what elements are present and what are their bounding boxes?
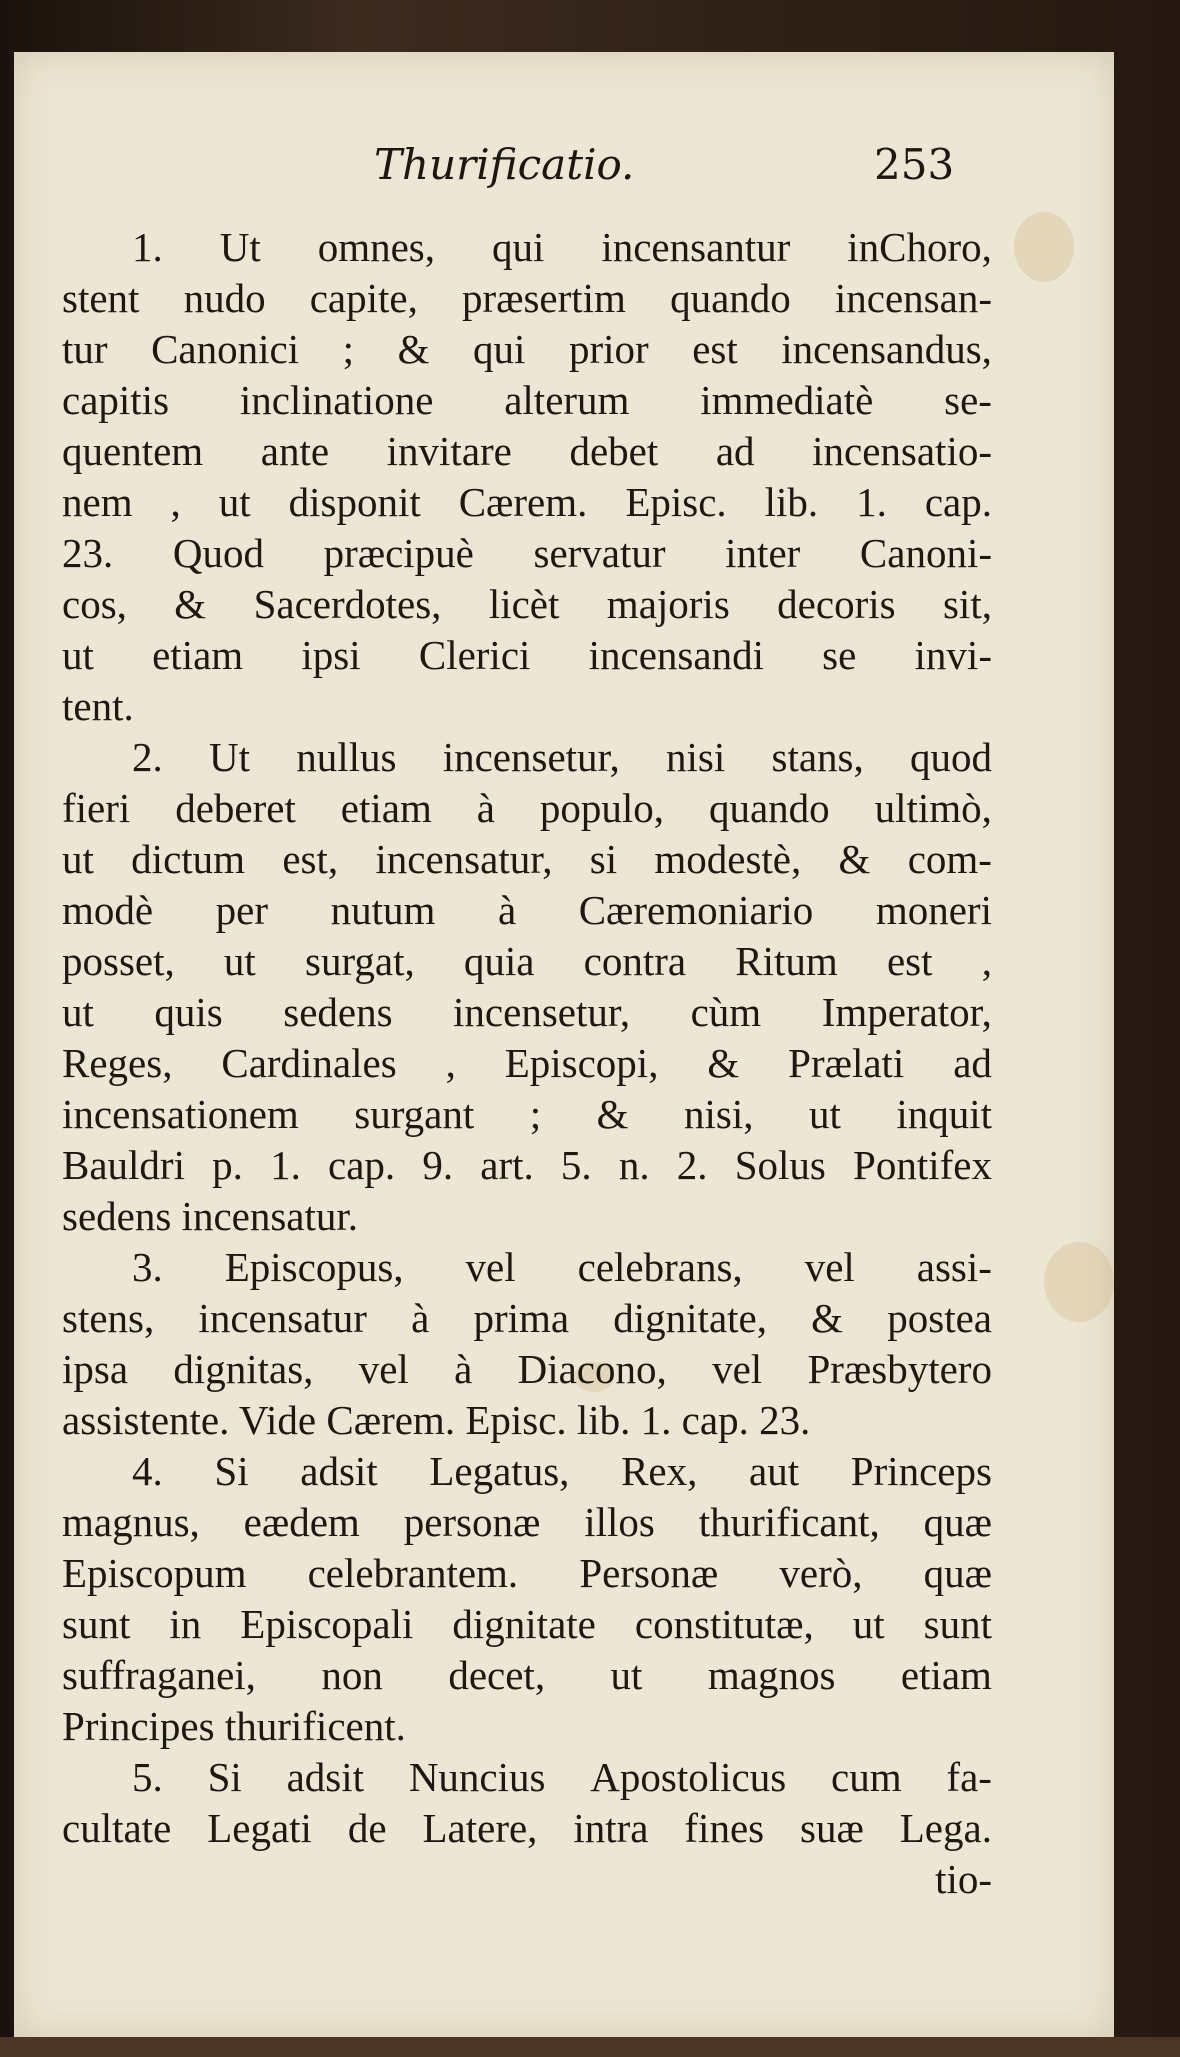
- text-line: cultate Legati de Latere, intra fines suæ Lega.: [62, 1805, 992, 1851]
- text-line: tent.: [62, 683, 134, 729]
- text-line: fieri deberet etiam à populo, quando ultimò,: [62, 785, 992, 831]
- text-line: Reges, Cardinales , Episcopi, & Prælati ad: [62, 1040, 992, 1086]
- text-line: magnus, eædem personæ illos thurificant, quæ: [62, 1499, 992, 1545]
- text-line: incensationem surgant ; & nisi, ut inquit: [62, 1091, 992, 1137]
- text-line: 23. Quod præcipuè servatur inter Canoni-: [62, 530, 992, 576]
- text-line: ipsa dignitas, vel à Diacono, vel Præsbytero: [62, 1346, 992, 1392]
- book-page: [14, 52, 1114, 2037]
- text-line: Principes thurificent.: [62, 1703, 406, 1749]
- paper-stain: [1014, 212, 1074, 282]
- text-line: Bauldri p. 1. cap. 9. art. 5. n. 2. Solus Pontifex: [62, 1142, 992, 1188]
- text-line: posset, ut surgat, quia contra Ritum est ,: [62, 938, 992, 984]
- text-line: assistente. Vide Cærem. Episc. lib. 1. cap. 23.: [62, 1397, 811, 1443]
- text-line: ut quis sedens incensetur, cùm Imperator,: [62, 989, 992, 1035]
- text-line: 5. Si adsit Nuncius Apostolicus cum fa-: [132, 1754, 992, 1800]
- text-line: ut etiam ipsi Clerici incensandi se invi-: [62, 632, 992, 678]
- text-line: quentem ante invitare debet ad incensatio-: [62, 428, 992, 474]
- page-number: 253: [874, 140, 955, 189]
- text-line: stent nudo capite, præsertim quando incensan-: [62, 275, 992, 321]
- text-line: sedens incensatur.: [62, 1193, 359, 1239]
- text-line: nem , ut disponit Cærem. Episc. lib. 1. cap.: [62, 479, 992, 525]
- text-line: cos, & Sacerdotes, licèt majoris decoris sit,: [62, 581, 992, 627]
- text-line: 3. Episcopus, vel celebrans, vel assi-: [132, 1244, 992, 1290]
- page-header: [14, 140, 1114, 210]
- text-line: suffraganei, non decet, ut magnos etiam: [62, 1652, 992, 1698]
- text-line: tio-: [935, 1856, 992, 1902]
- text-line: 4. Si adsit Legatus, Rex, aut Princeps: [132, 1448, 992, 1494]
- text-line: 1. Ut omnes, qui incensantur inChoro,: [132, 224, 992, 270]
- text-line: ut dictum est, incensatur, si modestè, & com-: [62, 836, 992, 882]
- text-line: tur Canonici ; & qui prior est incensandus,: [62, 326, 992, 372]
- text-line: stens, incensatur à prima dignitate, & postea: [62, 1295, 992, 1341]
- text-line: sunt in Episcopali dignitate constitutæ, ut sunt: [62, 1601, 992, 1647]
- running-title: Thurificatio.: [374, 140, 635, 189]
- body-text: [62, 222, 992, 1905]
- text-line: modè per nutum à Cæremoniario moneri: [62, 887, 992, 933]
- text-line: Episcopum celebrantem. Personæ verò, quæ: [62, 1550, 992, 1596]
- text-line: capitis inclinatione alterum immediatè se-: [62, 377, 992, 423]
- scan-bottom-edge: [0, 2037, 1180, 2057]
- paper-stain: [1044, 1242, 1114, 1322]
- text-line: 2. Ut nullus incensetur, nisi stans, quod: [132, 734, 992, 780]
